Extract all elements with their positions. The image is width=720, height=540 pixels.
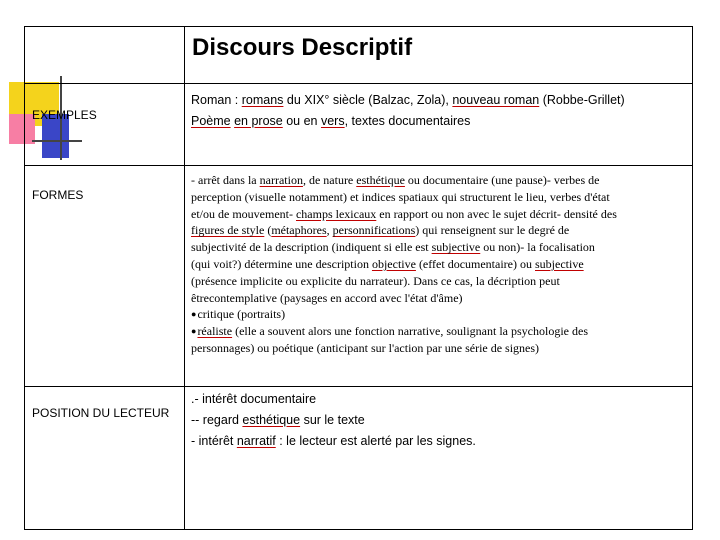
position-lecteur-content <box>191 389 691 452</box>
text-line <box>191 389 691 410</box>
text-segment: critique (portraits) <box>197 307 286 322</box>
underlined-term: champs lexicaux <box>295 206 377 221</box>
bullet-icon: ● <box>191 309 197 320</box>
row-label-exemples: EXEMPLES <box>32 108 97 122</box>
text-segment: .- intérêt documentaire <box>191 392 317 406</box>
underlined-term: narratif <box>236 434 276 448</box>
text-line <box>191 239 691 256</box>
underlined-term: Poème <box>191 114 231 128</box>
row-label-position-lecteur: POSITION DU LECTEUR <box>32 406 170 420</box>
underlined-term: figures de style <box>191 223 265 238</box>
text-segment: -- regard <box>191 413 243 427</box>
text-segment: subjectivité de la description (indiquent si elle est <box>191 240 432 255</box>
underlined-term: métaphores <box>271 223 327 238</box>
underlined-term: nouveau roman <box>452 93 540 107</box>
underlined-term: narration <box>259 173 303 187</box>
text-line <box>191 189 691 206</box>
page-title: Discours Descriptif <box>192 34 413 61</box>
underlined-term: personnifications <box>332 223 416 238</box>
underlined-term: réaliste <box>197 324 233 339</box>
text-segment: sur le texte <box>300 413 365 427</box>
text-line <box>191 340 691 357</box>
underlined-term: en prose <box>234 114 283 128</box>
text-segment: - arrêt dans la <box>191 173 260 187</box>
row-divider <box>24 83 693 84</box>
underlined-term: objective <box>371 256 416 271</box>
exemples-content <box>191 90 691 132</box>
text-segment: (effet documentaire) ou <box>415 256 535 271</box>
bullet-icon: ● <box>191 326 197 337</box>
text-line <box>191 273 691 290</box>
text-line <box>191 290 691 307</box>
text-segment: ou en <box>282 114 321 128</box>
text-line <box>191 431 691 452</box>
text-segment: êtrecontemplative (paysages en accord avec l'état d'âme) <box>191 290 463 305</box>
text-segment: (présence implicite ou explicite du narrateur). Dans ce cas, la décription peut <box>191 273 560 288</box>
text-segment: (Robbe-Grillet) <box>539 93 625 107</box>
text-segment: , <box>326 223 333 238</box>
text-segment: ( <box>264 223 272 238</box>
text-line <box>191 172 691 189</box>
underlined-term: esthétique <box>356 173 405 187</box>
text-segment: ou documentaire (une pause)- verbes de <box>404 173 600 187</box>
underlined-term: esthétique <box>242 413 301 427</box>
underlined-term: vers <box>320 114 345 128</box>
text-segment: personnages) ou poétique (anticipant sur l'action par une série de signes) <box>191 340 540 355</box>
text-segment: ou non)- la focalisation <box>480 240 595 255</box>
text-line <box>191 256 691 273</box>
underlined-term: romans <box>241 93 284 107</box>
text-line <box>191 306 691 323</box>
text-segment: (elle a souvent alors une fonction narrative, soulignant la psychologie des <box>232 324 588 339</box>
text-segment: (qui voit?) détermine une description <box>191 256 372 271</box>
underlined-term: subjective <box>535 256 584 271</box>
text-line <box>191 111 691 132</box>
text-line <box>191 410 691 431</box>
text-segment: du XIX° siècle (Balzac, Zola), <box>283 93 453 107</box>
text-segment: Roman : <box>191 93 242 107</box>
text-segment: - intérêt <box>191 434 237 448</box>
row-divider <box>24 386 693 387</box>
text-segment: , textes documentaires <box>344 114 471 128</box>
text-segment: perception (visuelle notamment) et indices spatiaux qui structurent le lieu, verbes d'état <box>191 189 610 204</box>
text-segment: en rapport ou non avec le sujet décrit- densité des <box>376 206 617 221</box>
row-label-formes: FORMES <box>32 188 84 202</box>
row-divider <box>24 165 693 166</box>
text-line <box>191 90 691 111</box>
text-line <box>191 323 691 340</box>
column-divider <box>184 26 185 530</box>
text-segment: : le lecteur est alerté par les signes. <box>275 434 476 448</box>
formes-content <box>191 172 691 357</box>
text-segment: ) qui renseignent sur le degré de <box>415 223 570 238</box>
text-segment: et/ou de mouvement- <box>191 206 296 221</box>
underlined-term: subjective <box>431 240 481 255</box>
text-line <box>191 222 691 239</box>
text-segment: , de nature <box>302 173 357 187</box>
text-line <box>191 206 691 223</box>
